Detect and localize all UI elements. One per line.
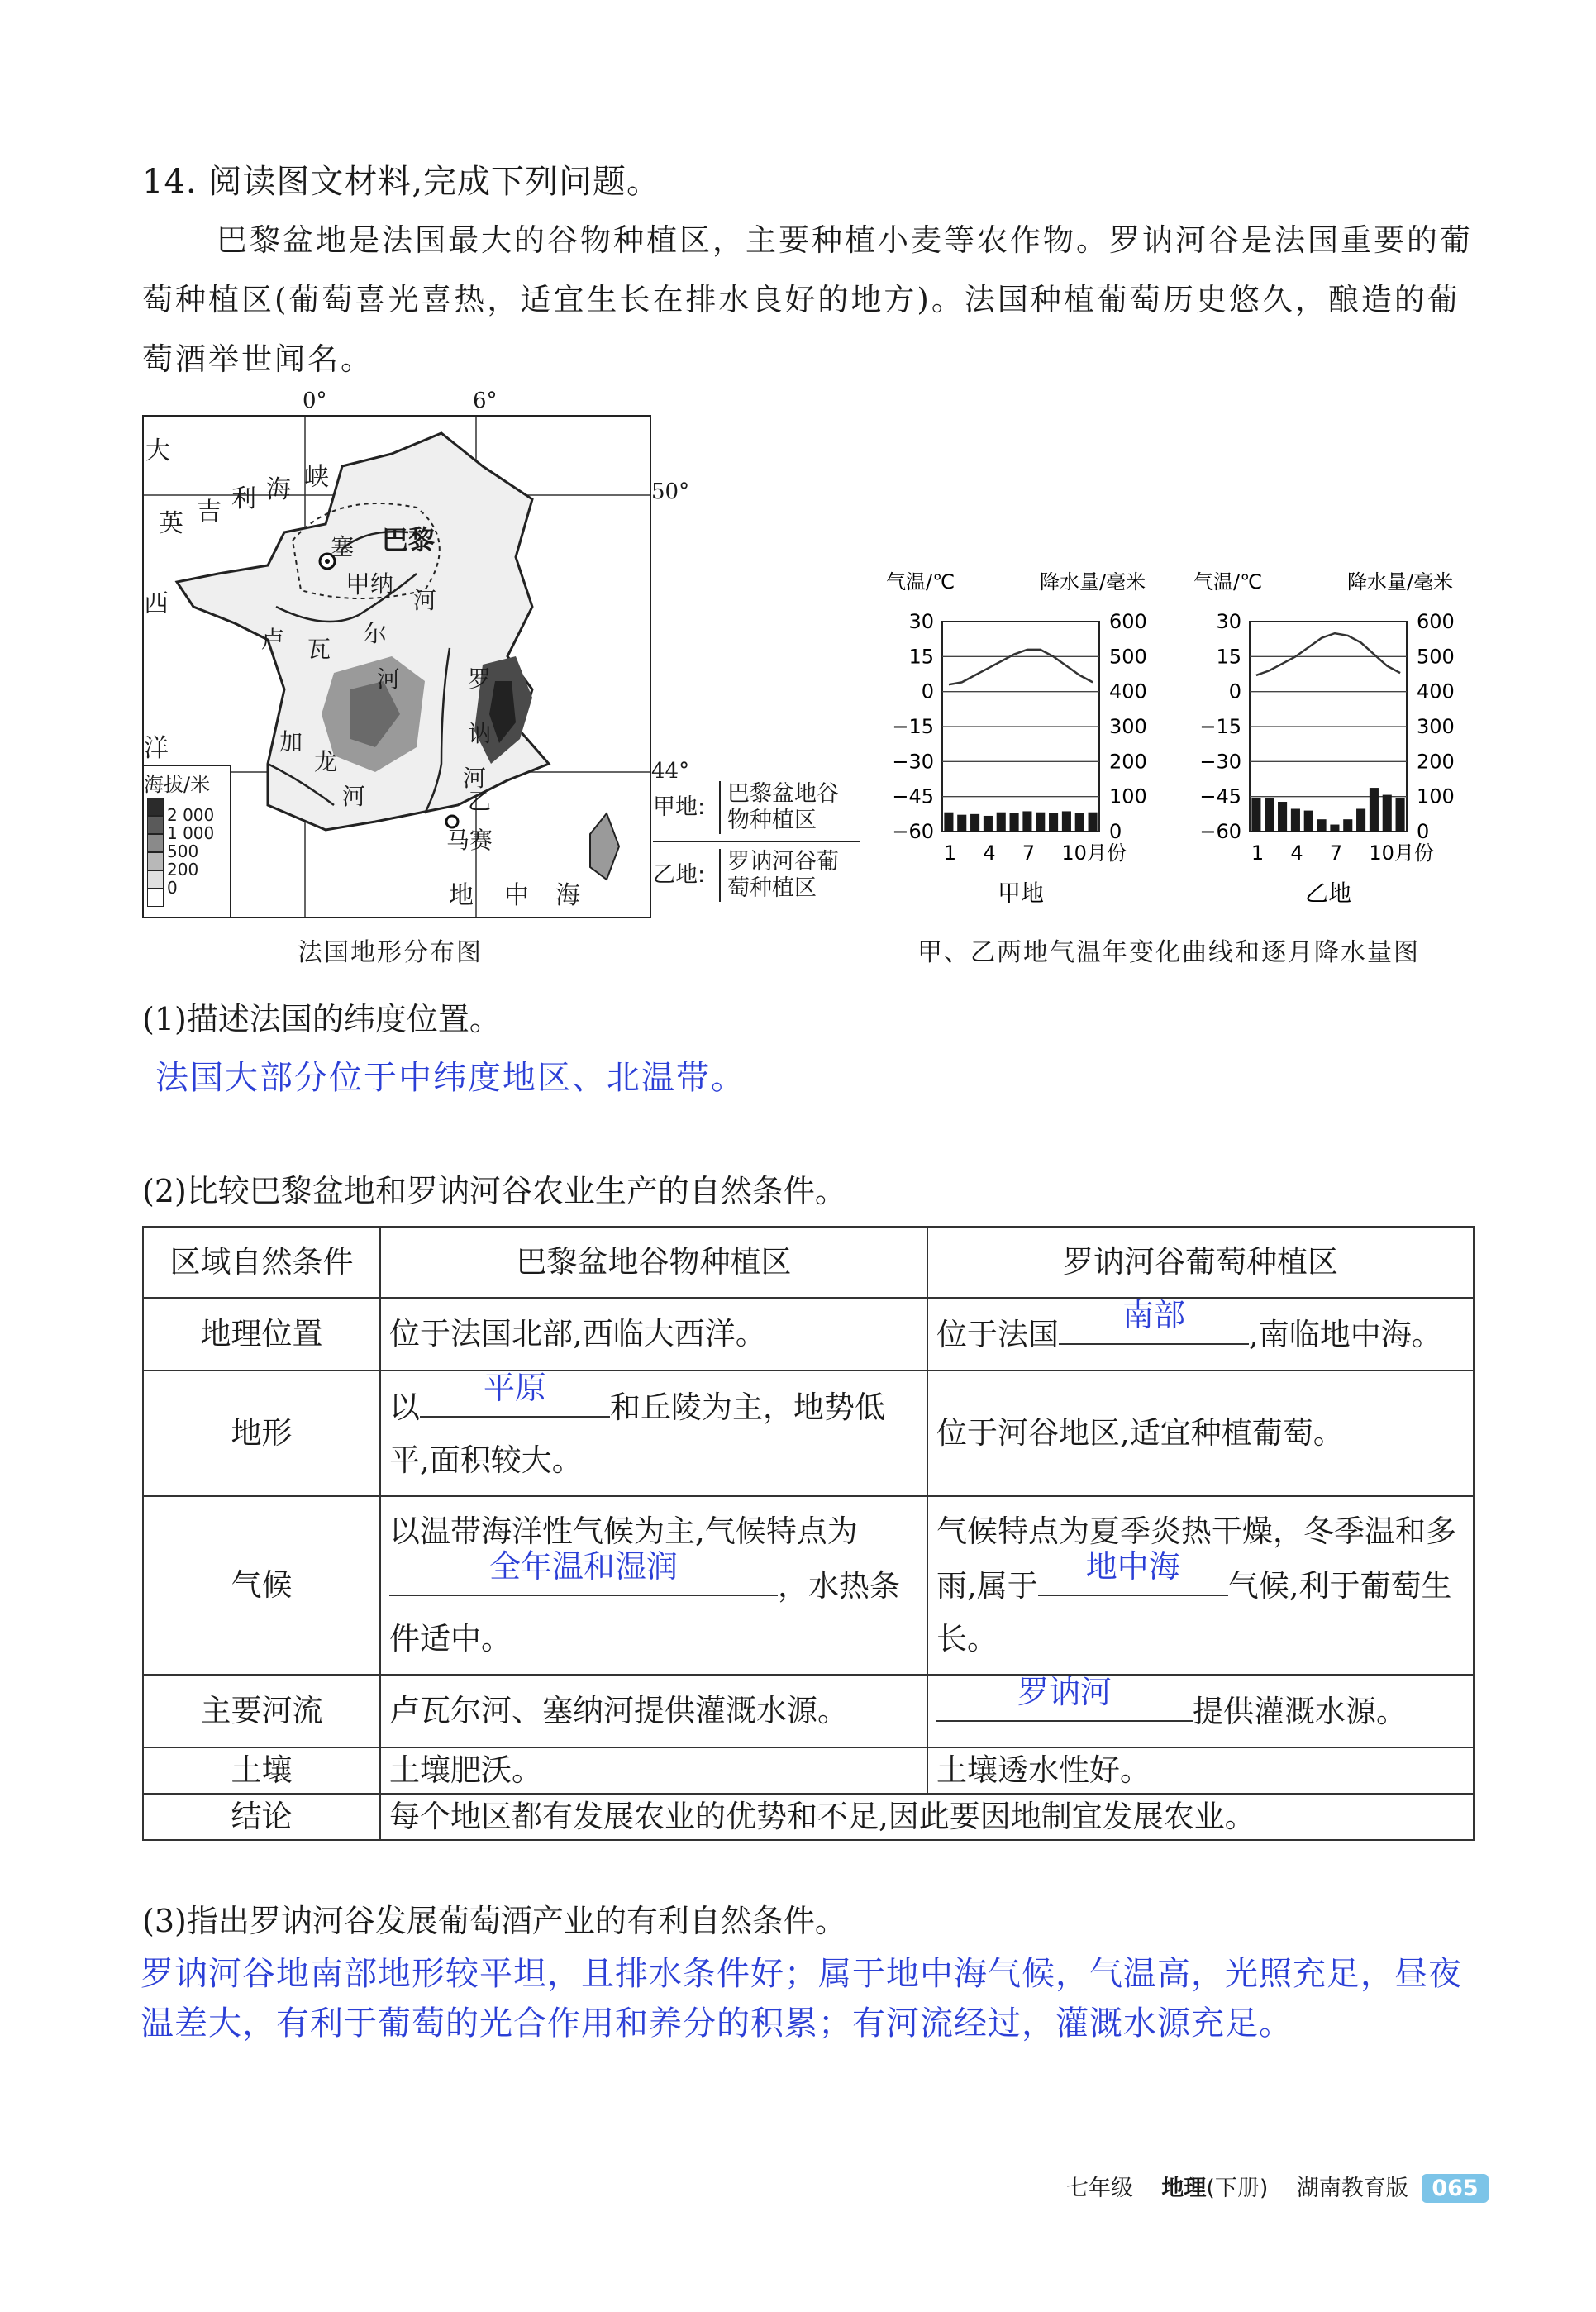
- chart-x-tick: 10月份: [1369, 841, 1434, 865]
- paris-terrain-post: 和丘陵为主，地势低平,面积较大。: [389, 1390, 885, 1478]
- chart-temp-tick: −30: [892, 750, 934, 774]
- table-row: [143, 1496, 1474, 1675]
- map-label-he-garonne: 河: [342, 783, 366, 810]
- question-title: 14. 阅读图文材料,完成下列问题。: [142, 163, 661, 201]
- map-label-sai: 塞: [331, 533, 355, 560]
- cell-rhone-terrain: 位于河谷地区,适宜种植葡萄。: [927, 1371, 1474, 1496]
- cell-rhone-river: [927, 1675, 1474, 1747]
- row-label-soil: 土壤: [143, 1747, 380, 1794]
- chart-precip-bar: [957, 815, 966, 832]
- map-label-wa: 瓦: [307, 636, 331, 663]
- chart-precip-bar: [1010, 813, 1019, 832]
- map-label-he-seine: 河: [413, 587, 437, 614]
- page-footer: [1066, 2170, 1489, 2202]
- chart-precip-bar: [1356, 808, 1365, 832]
- table-row: [143, 1675, 1474, 1747]
- answer-river: 罗讷河: [1017, 1674, 1112, 1710]
- climate-charts-svg: [884, 570, 1479, 918]
- chart-precip-bar: [1343, 819, 1352, 832]
- lat-label-44: 44°: [651, 759, 690, 784]
- chart-precip-tick: 100: [1417, 784, 1455, 808]
- table-row: [143, 1747, 1474, 1794]
- chart-precip-bar: [997, 813, 1006, 832]
- map-label-yang: 洋: [144, 734, 169, 763]
- map-label-ne: 讷: [468, 720, 492, 747]
- chart-precip-bar: [1396, 798, 1405, 832]
- map-label-ying: 英: [159, 509, 183, 538]
- chart-precip-bar: [1251, 798, 1260, 832]
- lon-label-0: 0°: [303, 389, 327, 413]
- answer-location: 南部: [1122, 1297, 1185, 1333]
- rhone-location-pre: 位于法国: [936, 1317, 1059, 1352]
- map-label-long: 龙: [314, 748, 338, 775]
- chart-precip-bar: [1383, 795, 1392, 832]
- chart-temp-tick: 15: [908, 645, 934, 669]
- legend-level-2000: 2 000: [167, 805, 215, 825]
- chart-temp-tick: −60: [1199, 820, 1241, 843]
- blank-climate-paris: [389, 1548, 778, 1596]
- answer-terrain: 平原: [483, 1370, 546, 1406]
- map-label-yi: 乙: [468, 788, 492, 815]
- chart-x-tick: 1: [943, 841, 957, 865]
- row-label-conclusion: 结论: [143, 1794, 380, 1840]
- chart-precip-bar: [1089, 813, 1098, 832]
- chart-temp-line: [949, 650, 1093, 684]
- chart-title: 甲地: [997, 880, 1045, 907]
- answer-climate-paris: 全年温和湿润: [488, 1548, 678, 1585]
- answer-climate-rhone: 地中海: [1085, 1548, 1180, 1585]
- chart-precip-bar: [1049, 813, 1058, 832]
- cell-rhone-soil: 土壤透水性好。: [927, 1747, 1474, 1794]
- chart-temp-tick: −45: [892, 784, 934, 808]
- chart-precip-bar: [1317, 819, 1327, 832]
- table-header-row: [143, 1227, 1474, 1298]
- chart-precip-bar: [1265, 798, 1274, 832]
- cell-conclusion: 每个地区都有发展农业的优势和不足,因此要因地制宜发展农业。: [380, 1794, 1474, 1840]
- comparison-table: [142, 1226, 1475, 1841]
- chart-precip-bar: [1278, 802, 1287, 832]
- part3-answer: 罗讷河谷地南部地形较平坦，且排水条件好；属于地中海气候，气温高，光照充足，昼夜温差大，有利于葡萄的光合作用和养分的积累；有河流经过，灌溉水源充足。: [141, 1955, 1462, 2043]
- footer-volume: (下册): [1206, 2176, 1269, 2201]
- map-label-lu: 卢: [261, 626, 285, 653]
- chart-temp-tick: 30: [1216, 610, 1241, 633]
- paris-terrain-pre: 以: [389, 1390, 420, 1425]
- chart-precip-bar: [1036, 813, 1045, 832]
- legend-level-500: 500: [167, 841, 199, 861]
- chart-temp-tick: 30: [908, 610, 934, 633]
- rhone-climate-post: 气候,利于葡萄生长。: [936, 1568, 1452, 1657]
- part1-question: (1)描述法国的纬度位置。: [142, 1001, 501, 1037]
- legend-level-200: 200: [167, 860, 199, 880]
- row-label-location: 地理位置: [143, 1298, 380, 1371]
- map-key: [653, 781, 860, 902]
- chart-temp-tick: 0: [921, 679, 934, 703]
- cell-paris-terrain: [380, 1371, 927, 1496]
- chart-precip-tick: 200: [1417, 750, 1455, 774]
- chart-x-tick: 7: [1329, 841, 1343, 865]
- map-label-paris: 巴黎: [382, 524, 436, 555]
- chart-precip-tick: 100: [1109, 784, 1147, 808]
- lat-label-50: 50°: [651, 479, 690, 504]
- row-label-river: 主要河流: [143, 1675, 380, 1747]
- cell-paris-climate: [380, 1496, 927, 1675]
- cell-rhone-climate: [927, 1496, 1474, 1675]
- map-label-marseille: 马赛: [446, 827, 493, 854]
- chart-temp-tick: 15: [1216, 645, 1241, 669]
- chart-ylabel-right: 降水量/毫米: [1347, 570, 1454, 593]
- map-label-ji: 吉: [197, 498, 222, 527]
- table-row: [143, 1298, 1474, 1371]
- chart-precip-tick: 500: [1109, 645, 1147, 669]
- legend-level-1000: 1 000: [167, 823, 215, 843]
- chart-precip-bar: [944, 813, 953, 832]
- cell-paris-river: 卢瓦尔河、塞纳河提供灌溉水源。: [380, 1675, 927, 1747]
- row-label-climate: 气候: [143, 1496, 380, 1675]
- chart-precip-tick: 500: [1417, 645, 1455, 669]
- chart-precip-bar: [1330, 825, 1339, 832]
- map-label-he-loire: 河: [377, 665, 401, 693]
- map-label-na: 纳: [370, 570, 394, 598]
- row-label-terrain: 地形: [143, 1371, 380, 1496]
- map-label-li: 利: [231, 484, 256, 513]
- legend-level-0: 0: [167, 878, 178, 898]
- key-yi-label: 乙地:: [653, 862, 706, 888]
- header-paris: 巴黎盆地谷物种植区: [380, 1227, 927, 1298]
- part3-question: (3)指出罗讷河谷发展葡萄酒产业的有利自然条件。: [142, 1903, 846, 1939]
- chart-precip-tick: 400: [1109, 679, 1147, 703]
- chart-precip-tick: 600: [1417, 610, 1455, 633]
- map-label-zhong: 中: [504, 881, 529, 910]
- chart-x-tick: 4: [983, 841, 996, 865]
- chart-temp-tick: −15: [1199, 715, 1241, 738]
- key-jia-label: 甲地:: [653, 794, 706, 820]
- footer-grade: 七年级: [1066, 2176, 1133, 2201]
- table-row: [143, 1794, 1474, 1840]
- chart-temp-tick: 0: [1228, 679, 1241, 703]
- key-yi-text: 罗讷河谷葡萄种植区: [719, 849, 851, 902]
- legend-title: 海拔/米: [144, 773, 211, 796]
- map-label-jia: 甲: [345, 570, 370, 599]
- chart-title: 乙地: [1304, 880, 1352, 907]
- chart-caption: 甲、乙两地气温年变化曲线和逐月降水量图: [917, 938, 1420, 967]
- chart-precip-tick: 600: [1109, 610, 1147, 633]
- cell-paris-location: 位于法国北部,西临大西洋。: [380, 1298, 927, 1371]
- chart-x-tick: 7: [1022, 841, 1036, 865]
- part1-answer: 法国大部分位于中纬度地区、北温带。: [155, 1059, 746, 1097]
- question-material: 巴黎盆地是法国最大的谷物种植区，主要种植小麦等农作物。罗讷河谷是法国重要的葡萄种植区(葡萄喜光喜热，适宜生长在排水良好的地方)。法国种植葡萄历史悠久，酿造的葡萄酒举世闻名。: [142, 222, 1473, 377]
- blank-terrain: [420, 1370, 610, 1418]
- chart-precip-bar: [970, 814, 979, 832]
- rhone-climate-pre: 气候特点为夏季炎热干燥，冬季温和多雨,属于: [936, 1514, 1456, 1604]
- cell-rhone-location: [927, 1298, 1474, 1371]
- rhone-river-post: 提供灌溉水源。: [1193, 1694, 1407, 1729]
- map-label-hai: 海: [266, 475, 291, 504]
- chart-temp-tick: −60: [892, 820, 934, 843]
- elevation-legend: [144, 765, 231, 917]
- map-label-hai2: 海: [555, 881, 580, 910]
- map-label-jia2: 加: [279, 728, 303, 756]
- part2-question: (2)比较巴黎盆地和罗讷河谷农业生产的自然条件。: [142, 1173, 846, 1209]
- chart-precip-tick: 0: [1109, 820, 1122, 843]
- chart-precip-tick: 400: [1417, 679, 1455, 703]
- chart-precip-tick: 200: [1109, 750, 1147, 774]
- table-row: [143, 1371, 1474, 1496]
- map-label-he-rhone: 河: [463, 765, 487, 792]
- chart-precip-bar: [984, 816, 993, 832]
- page-number: 065: [1422, 2174, 1488, 2203]
- chart-precip-bar: [1304, 811, 1313, 832]
- map-label-xia: 峡: [304, 463, 329, 492]
- chart-precip-bar: [1370, 788, 1379, 832]
- chart-precip-tick: 0: [1417, 820, 1430, 843]
- header-condition: 区域自然条件: [143, 1227, 380, 1298]
- chart-precip-tick: 300: [1417, 715, 1455, 738]
- chart-precip-bar: [1022, 811, 1031, 832]
- paris-climate-pre: 以温带海洋性气候为主,气候特点为: [389, 1514, 858, 1549]
- chart-ylabel-left: 气温/℃: [1193, 570, 1263, 593]
- map-caption: 法国地形分布图: [298, 938, 483, 967]
- chart-temp-line: [1256, 633, 1400, 675]
- key-jia-text: 巴黎盆地谷物种植区: [719, 781, 851, 834]
- header-rhone: 罗讷河谷葡萄种植区: [927, 1227, 1474, 1298]
- chart-precip-bar: [1291, 808, 1300, 832]
- chart-x-tick: 10月份: [1061, 841, 1127, 865]
- chart-precip-bar: [1075, 813, 1084, 832]
- paris-climate-post: ，水热条件适中。: [389, 1568, 900, 1657]
- map-label-da: 大: [145, 436, 170, 465]
- lon-label-6: 6°: [473, 389, 498, 413]
- climate-charts: [884, 570, 1479, 918]
- blank-river: [936, 1674, 1193, 1722]
- chart-temp-tick: −45: [1199, 784, 1241, 808]
- map-label-luo: 罗: [468, 665, 492, 693]
- blank-climate-rhone: [1038, 1548, 1228, 1596]
- chart-temp-tick: −15: [892, 715, 934, 738]
- chart-ylabel-left: 气温/℃: [886, 570, 955, 593]
- footer-subject: 地理: [1161, 2176, 1207, 2201]
- chart-x-tick: 1: [1251, 841, 1265, 865]
- chart-precip-bar: [1062, 811, 1071, 832]
- blank-location: [1059, 1297, 1249, 1345]
- footer-publisher: 湖南教育版: [1296, 2176, 1408, 2201]
- chart-ylabel-right: 降水量/毫米: [1040, 570, 1146, 593]
- cell-paris-soil: 土壤肥沃。: [380, 1747, 927, 1794]
- chart-x-tick: 4: [1290, 841, 1303, 865]
- map-label-di: 地: [449, 881, 474, 910]
- chart-temp-tick: −30: [1199, 750, 1241, 774]
- map-label-xi: 西: [144, 589, 169, 618]
- map-label-er: 尔: [364, 620, 388, 647]
- rhone-location-post: ,南临地中海。: [1249, 1317, 1442, 1352]
- chart-precip-tick: 300: [1109, 715, 1147, 738]
